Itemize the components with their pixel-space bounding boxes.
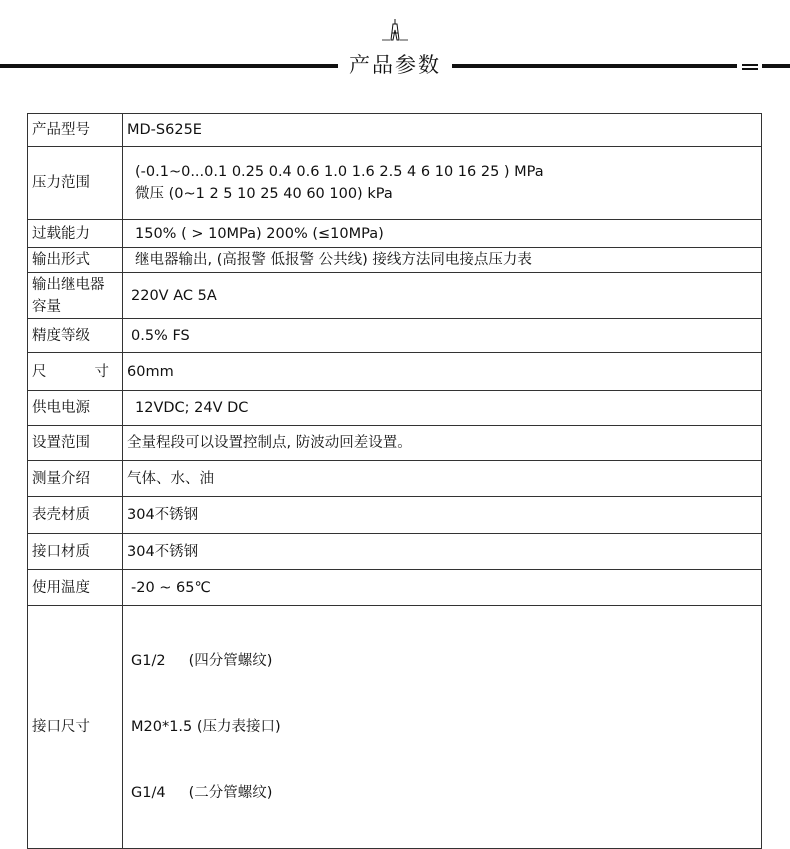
table-row: [28, 319, 762, 353]
table-row: [28, 497, 762, 534]
table-row: [28, 461, 762, 497]
value-line: G1/2 (四分管螺纹): [131, 653, 273, 669]
table-row: [28, 570, 762, 606]
row-label: 精度等级: [28, 319, 123, 353]
row-label: [28, 273, 123, 319]
row-value: [123, 147, 762, 220]
table-row: [28, 353, 762, 391]
row-label: [28, 353, 123, 391]
label-part: 寸: [94, 363, 109, 380]
table-row: [28, 273, 762, 319]
label-part: 尺: [32, 363, 47, 380]
header-rule-dash: [742, 64, 758, 66]
row-label: 设置范围: [28, 426, 123, 461]
table-row: [28, 606, 762, 849]
row-value: 220V AC 5A: [123, 273, 762, 319]
row-label: 接口材质: [28, 534, 123, 570]
eiffel-tower-icon: [382, 18, 408, 42]
table-row: [28, 426, 762, 461]
row-value: -20 ~ 65℃: [123, 570, 762, 606]
row-label: 使用温度: [28, 570, 123, 606]
value-line: 微压 (0~1 2 5 10 25 40 60 100) kPa: [135, 186, 393, 202]
row-label: 表壳材质: [28, 497, 123, 534]
row-value: 304不锈钢: [123, 534, 762, 570]
row-value: [123, 606, 762, 849]
value-line: (-0.1~0...0.1 0.25 0.4 0.6 1.0 1.6 2.5 4 6 10 16 25 ) MPa: [135, 164, 544, 180]
row-value: 继电器输出, (高报警 低报警 公共线) 接线方法同电接点压力表: [123, 248, 762, 273]
row-label: 测量介绍: [28, 461, 123, 497]
table-row: [28, 248, 762, 273]
table-row: [28, 534, 762, 570]
row-value: 0.5% FS: [123, 319, 762, 353]
row-label: 供电电源: [28, 391, 123, 426]
row-label: 压力范围: [28, 147, 123, 220]
row-label: 过载能力: [28, 220, 123, 248]
header-rule-right: [452, 64, 737, 68]
row-value: 150% ( > 10MPa) 200% (≤10MPa): [123, 220, 762, 248]
row-value: 12VDC; 24V DC: [123, 391, 762, 426]
header-rule-end: [762, 64, 790, 68]
header-rule-left: [0, 64, 338, 68]
table-row: [28, 391, 762, 426]
header-rule-dash: [742, 68, 758, 70]
row-value: 气体、水、油: [123, 461, 762, 497]
row-value: 304不锈钢: [123, 497, 762, 534]
row-value: 全量程段可以设置控制点, 防波动回差设置。: [123, 426, 762, 461]
table-row: [28, 220, 762, 248]
value-line: G1/4 (二分管螺纹): [131, 785, 273, 801]
label-line: 容量: [32, 298, 61, 315]
row-value: MD-S625E: [123, 114, 762, 147]
row-label: 产品型号: [28, 114, 123, 147]
value-line: M20*1.5 (压力表接口): [131, 719, 281, 735]
section-header: [0, 0, 790, 100]
row-label: 输出形式: [28, 248, 123, 273]
page-title: 产品参数: [349, 53, 441, 77]
label-line: 输出继电器: [32, 276, 105, 293]
row-label: 接口尺寸: [28, 606, 123, 849]
row-value: 60mm: [123, 353, 762, 391]
table-row: [28, 147, 762, 220]
spec-table: [27, 113, 762, 849]
table-row: [28, 114, 762, 147]
